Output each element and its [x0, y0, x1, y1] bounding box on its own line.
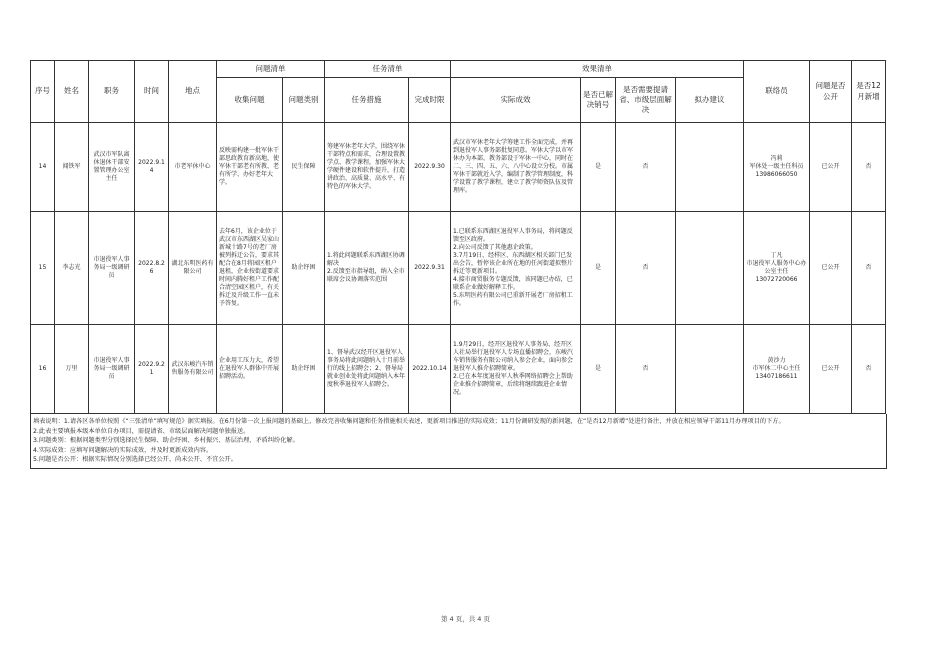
cell-resolved: 是 [581, 212, 616, 325]
col-time: 时间 [135, 61, 169, 123]
cell-resolved: 是 [581, 325, 616, 414]
col-duty: 职务 [89, 61, 135, 123]
cell-duty: 武汉市军队离休退休干部安置管理办公室 主任 [89, 123, 135, 212]
cell-public: 已公开 [810, 123, 852, 212]
cell-seq: 16 [31, 325, 55, 414]
col-seq: 序号 [31, 61, 55, 123]
table-row [31, 325, 886, 414]
col-name: 姓名 [55, 61, 89, 123]
note-item: 2.此表主要填报本级本单位自办项目，需提请省、市级层面解决问题单独报送。 [33, 427, 250, 435]
cell-suggest [676, 325, 744, 414]
cell-duty: 市退役军人事务局一级调研员 [89, 212, 135, 325]
cell-category: 民生保障 [283, 123, 325, 212]
cell-collect: 反映需构建一批军休干部思政教育新高地，使军休干部老有所教、老有所学、办好老年大学。 [217, 123, 283, 212]
cell-collect: 企业用工压力大，希望在退役军人群体中开展招聘活动。 [217, 325, 283, 414]
cell-need-higher: 否 [616, 123, 676, 212]
cell-seq: 14 [31, 123, 55, 212]
table-row [31, 123, 886, 212]
cell-deadline: 2022.9.31 [409, 212, 451, 325]
group-task-list: 任务清单 [325, 61, 451, 78]
cell-collect: 去年6月，该企业位于武汉市东西湖区吴家山新城十路7号的老厂房被列拆迁公告，要求其配合在8月将园区租户退租，企业按街道要求时间内腾好租户工作配合清空园区租户，有关拆迁及升级工作一直未予答复。 [217, 212, 283, 325]
cell-category: 助企纾困 [283, 212, 325, 325]
cell-time: 2022.9.21 [135, 325, 169, 414]
cell-need-higher: 否 [616, 212, 676, 325]
cell-measure: 1.将此问题联系东西湖区协调解决 2.反馈至市指导组，纳入全市联席会议协调落实范围 [325, 212, 409, 325]
cell-place: 市老军休中心 [169, 123, 217, 212]
header-row-groups [31, 61, 886, 78]
col-public: 问题是否公开 [810, 61, 852, 123]
col-resolved: 是否已解决销号 [581, 78, 616, 123]
note-item: 填表说明：1.请各区各单位按照《“三张清单”填写规范》据实填报。在6月份第一次上报问题的基础上，修改完善收集问题和任务措施相关表述，更新项目推进的实际成效；11月份调研发现的新问题，在“是否12月新增”处进行备注，并放在相应领导干部11月办理项目的下方。 [33, 418, 785, 425]
col-collect: 收集问题 [217, 78, 283, 123]
cell-public: 已公开 [810, 325, 852, 414]
cell-result: 武汉市军休老年大学筹建工作全面完成，并再到退役军人事务部批复同意。军休大学以市军休办为本部，教务部设于军休一中心，同时在二、三、四、五、六、八中心设立分校。市属军休干部就近入学，编制了教学管理制度，科学设置了教学课程，建立了教学师资队伍及管理库。 [451, 123, 581, 212]
note-item: 4.实际成效：应填写问题解决的实际成效，并及时更新成效内容。 [33, 446, 213, 454]
cell-result: 1.9月29日，经开区退役军人事务局、经开区人社局举行退役军人专场直播招聘会，东峻汽车销售服务有限公司纳入参会企业，面向参会退役军人推介招聘简章。 2.已在本年度退役军人秋季网络招聘会上帮助企业推介招聘简章，后续将继续跟进企业情况。 [451, 325, 581, 414]
cell-deadline: 2022.10.14 [409, 325, 451, 414]
cell-resolved: 是 [581, 123, 616, 212]
cell-name: 李志光 [55, 212, 89, 325]
cell-new-dec: 否 [852, 123, 886, 212]
cell-new-dec: 否 [852, 325, 886, 414]
col-suggest: 拟办建议 [676, 78, 744, 123]
cell-category: 助企纾困 [283, 325, 325, 414]
col-result: 实际成效 [451, 78, 581, 123]
col-measure: 任务措施 [325, 78, 409, 123]
col-new-dec: 是否12月新增 [852, 61, 886, 123]
cell-name: 万里 [55, 325, 89, 414]
note-item: 5.问题是否公开：根据实际情况分别选择已经公开、尚未公开、不宜公开。 [33, 456, 237, 464]
note-item: 3.问题类别：根据问题类型分别选择民生保障、助企纾困、乡村振兴、基层治理、矛盾纠纷化解。 [33, 437, 299, 445]
group-problem-list: 问题清单 [217, 61, 325, 78]
three-lists-table [30, 60, 886, 414]
cell-measure: 1、督导武汉经开区退役军人事务局将此问题纳入十月前举行的线上招聘会；2、督导局就业创业处将此问题纳入本年度秋季退役军人招聘会。 [325, 325, 409, 414]
cell-contact: 冯莉 军休处一级主任科员 13986066050 [744, 123, 810, 212]
cell-public: 已公开 [810, 212, 852, 325]
col-deadline: 完成时限 [409, 78, 451, 123]
cell-contact: 黄沙力 市军休二中心主任 13407186611 [744, 325, 810, 414]
col-place: 地点 [169, 61, 217, 123]
cell-time: 2022.9.14 [135, 123, 169, 212]
cell-need-higher: 否 [616, 325, 676, 414]
cell-suggest [676, 123, 744, 212]
cell-name: 闻铁军 [55, 123, 89, 212]
table-sheet [30, 60, 885, 469]
cell-deadline: 2022.9.30 [409, 123, 451, 212]
cell-place: 武汉东峻汽车销售服务有限公司 [169, 325, 217, 414]
col-category: 问题类别 [283, 78, 325, 123]
group-effect-list: 效果清单 [451, 61, 744, 78]
cell-new-dec: 否 [852, 212, 886, 325]
page-number: 第 4 页，共 4 页 [440, 615, 491, 623]
cell-seq: 15 [31, 212, 55, 325]
table-row [31, 212, 886, 325]
col-contact: 联络员 [744, 61, 810, 123]
cell-contact: 丁凡 市退役军人服务中心办公室主任 13072720066 [744, 212, 810, 325]
col-need-higher: 是否需要提请省、市级层面解决 [616, 78, 676, 123]
cell-place: 湖北东明医药有限公司 [169, 212, 217, 325]
cell-time: 2022.8.26 [135, 212, 169, 325]
cell-suggest [676, 212, 744, 325]
cell-result: 1.已联系东西湖区退役军人事务局，将问题反馈至区政府。 2.向公司反馈了其他惠企政策。 3.7月19日，经样区、东西湖区相关部门已发出会告，暂停该企业所在地的任河街道拟整片拆迁等更新项目。 4.接市商贸服务专题反馈，该同题已办结，已联系企业做好解释工作。 5.东明医药有限公司已重新开展老厂房招租工作。 [451, 212, 581, 325]
cell-measure: 筹建军休老年大学，围绕军休干部特点和需求，合理设置教学点、教学课程，加强军休大学硬件建设和软件提升，打造讲政治、高质量、高水平、有特色的军休大学。 [325, 123, 409, 212]
cell-duty: 市退役军人事务局一级调研员 [89, 325, 135, 414]
fill-instructions [30, 414, 887, 469]
